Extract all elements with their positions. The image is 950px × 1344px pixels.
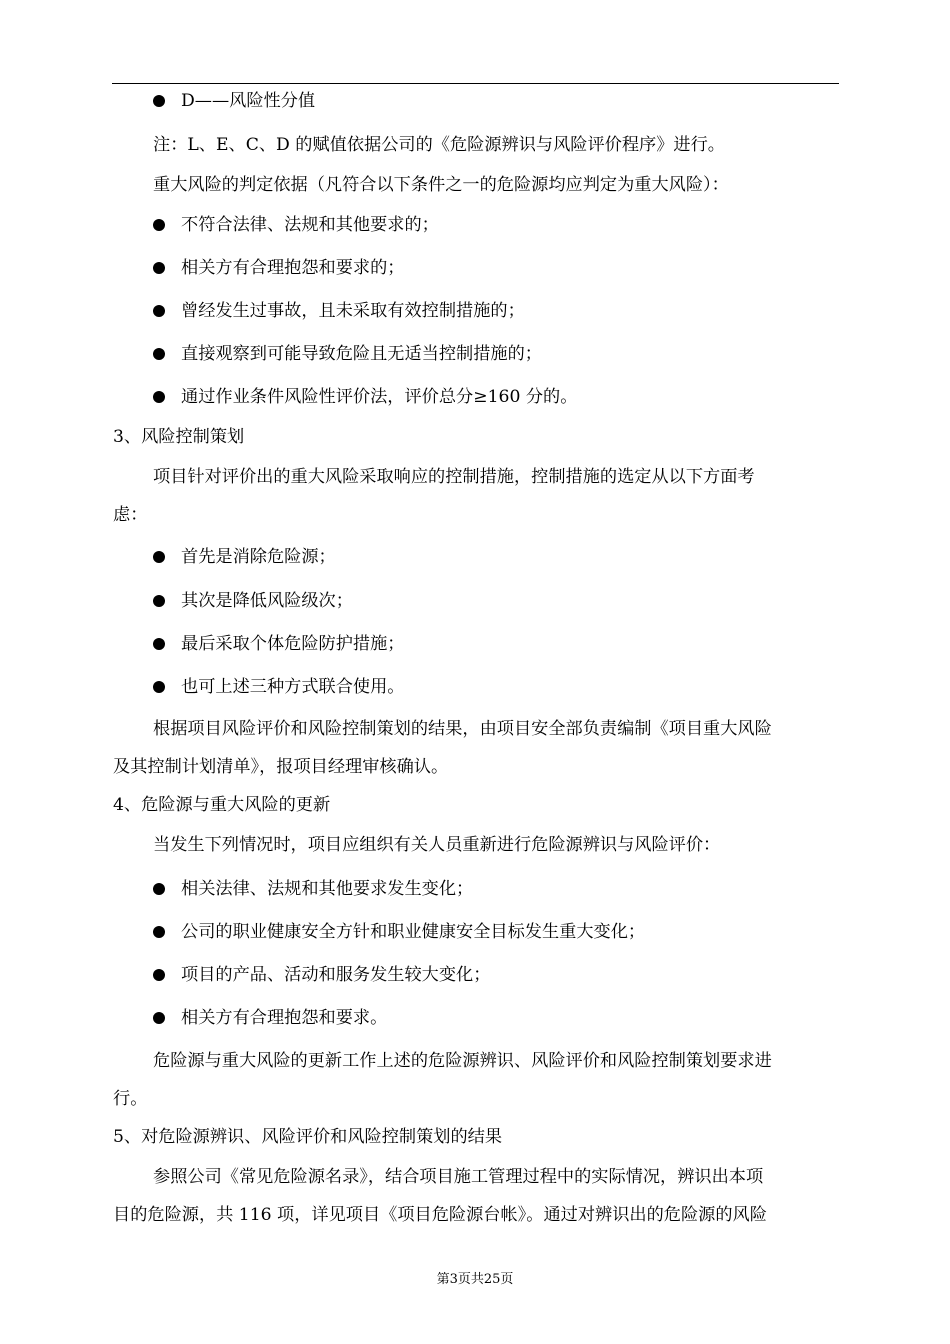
section-heading: 5、对危险源辨识、风险评价和风险控制策划的结果 <box>113 1127 503 1147</box>
bullet-item: 最后采取个体危险防护措施； <box>153 633 404 655</box>
paragraph-continuation: 虑： <box>113 505 148 525</box>
bullet-icon <box>153 681 165 693</box>
paragraph-continuation: 及其控制计划清单》，报项目经理审核确认。 <box>113 757 449 777</box>
bullet-item: 公司的职业健康安全方针和职业健康安全目标发生重大变化； <box>153 921 645 943</box>
paragraph: 项目针对评价出的重大风险采取响应的控制措施，控制措施的选定从以下方面考 <box>153 467 755 487</box>
bullet-item: 直接观察到可能导致危险且无适当控制措施的； <box>153 343 542 365</box>
bullet-icon <box>153 305 165 317</box>
bullet-icon <box>153 595 165 607</box>
bullet-icon <box>153 262 165 274</box>
section-heading: 3、风险控制策划 <box>113 427 245 447</box>
bullet-item: 也可上述三种方式联合使用。 <box>153 676 404 698</box>
bullet-item: 曾经发生过事故，且未采取有效控制措施的； <box>153 300 525 322</box>
paragraph-continuation: 目的危险源，共 116 项，详见项目《项目危险源台帐》。通过对辨识出的危险源的风险 <box>113 1205 767 1225</box>
bullet-item: 不符合法律、法规和其他要求的； <box>153 214 439 236</box>
bullet-item: 相关方有合理抱怨和要求。 <box>153 1007 387 1029</box>
bullet-icon <box>153 348 165 360</box>
paragraph: 重大风险的判定依据（凡符合以下条件之一的危险源均应判定为重大风险）： <box>153 175 729 195</box>
paragraph-continuation: 行。 <box>113 1089 148 1109</box>
bullet-item: 通过作业条件风险性评价法，评价总分≥160 分的。 <box>153 386 577 408</box>
bullet-item: 相关法律、法规和其他要求发生变化； <box>153 878 473 900</box>
page-number: 第3页共25页 <box>436 1272 514 1287</box>
bullet-icon <box>153 926 165 938</box>
bullet-icon <box>153 1012 165 1024</box>
bullet-icon <box>153 969 165 981</box>
bullet-item: 相关方有合理抱怨和要求的； <box>153 257 404 279</box>
paragraph: 当发生下列情况时，项目应组织有关人员重新进行危险源辨识与风险评价： <box>153 835 721 855</box>
bullet-icon <box>153 95 165 107</box>
bullet-icon <box>153 219 165 231</box>
bullet-item: D——风险性分值 <box>153 90 315 112</box>
bullet-item: 其次是降低风险级次； <box>153 590 353 612</box>
bullet-item: 项目的产品、活动和服务发生较大变化； <box>153 964 490 986</box>
section-heading: 4、危险源与重大风险的更新 <box>113 795 331 815</box>
paragraph: 根据项目风险评价和风险控制策划的结果，由项目安全部负责编制《项目重大风险 <box>153 719 772 739</box>
bullet-icon <box>153 638 165 650</box>
paragraph: 危险源与重大风险的更新工作上述的危险源辨识、风险评价和风险控制策划要求进 <box>153 1051 772 1071</box>
note-paragraph: 注：L、E、C、D 的赋值依据公司的《危险源辨识与风险评价程序》进行。 <box>153 135 725 155</box>
bullet-item: 首先是消除危险源； <box>153 546 336 568</box>
header-rule <box>112 83 839 84</box>
paragraph: 参照公司《常见危险源名录》，结合项目施工管理过程中的实际情况，辨识出本项 <box>153 1167 764 1187</box>
bullet-icon <box>153 883 165 895</box>
bullet-icon <box>153 551 165 563</box>
bullet-icon <box>153 391 165 403</box>
